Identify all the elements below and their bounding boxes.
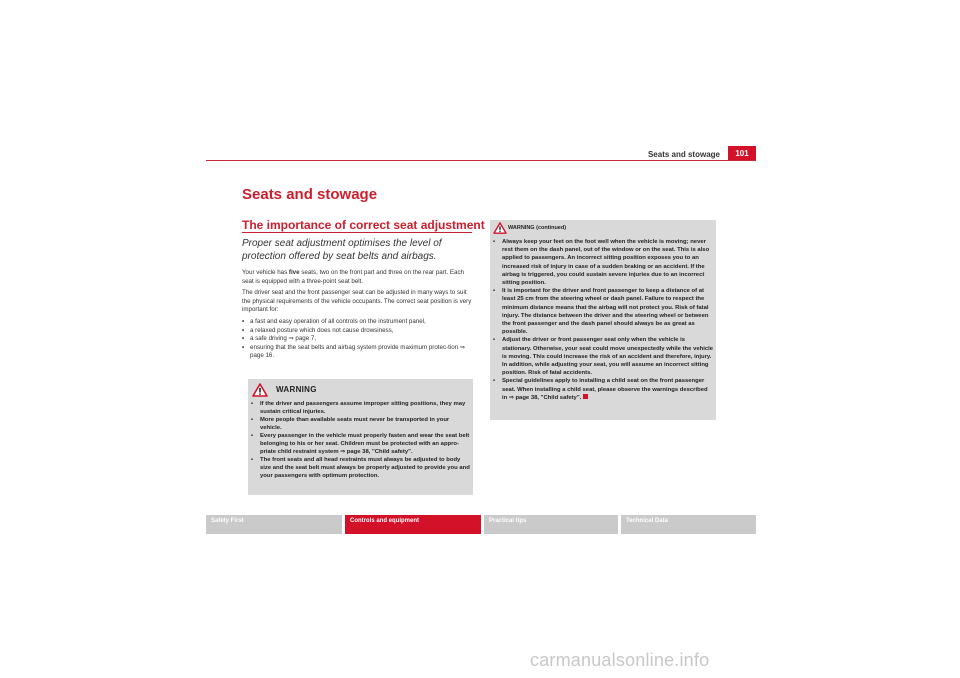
bullet-icon: • xyxy=(251,433,254,439)
bullet-icon: • xyxy=(493,378,496,385)
list-item: • ensuring that the seat belts and airbag system provide maximum protec-tion ⇒ page 16. xyxy=(242,343,465,360)
warning-continued-box xyxy=(490,220,716,420)
bullet-icon: • xyxy=(251,457,254,463)
watermark: carmanualsonline.info xyxy=(530,650,710,670)
footer-nav xyxy=(206,515,756,534)
list-item: • a safe driving ⇒ page 7, xyxy=(242,335,317,343)
warning-item: • Always keep your feet on the foot well when the vehicle is moving; never rest them on the dash panel, out of the window or on the seat. This is also applied to passengers. An incorrect sitting position exposes you to an increased risk of injury in case of a sudden braking or an accident. If the airbag is triggered, you could sustain severe injuries due to an incorrect sitting position. xyxy=(493,239,710,287)
warning-item: • It is important for the driver and front passenger to keep a distance of at least 25 cm from the steering wheel or dash panel. Failure to respect the minimum distance means that the airbag will not protect you. Risk of fatal injury. The distance between the driver and the steering wheel or between the front passenger and the dash panel should always be as great as possible. xyxy=(493,288,709,336)
warning-continued-title: WARNING (continued) xyxy=(508,225,567,231)
section-heading: The importance of correct seat adjustment xyxy=(242,218,485,232)
tab-controls-and-equipment[interactable]: Controls and equipment xyxy=(345,515,481,534)
body-paragraph-1: Your vehicle has five seats, two on the front part and three on the rear part. Each seat is equipped with a three-point seat belt. xyxy=(242,269,464,285)
warning-item: • Special guidelines apply to installing a child seat on the front passenger seat. When installing a child seat, please observe the warnings described in ⇒ page 38, "Child safety". xyxy=(493,378,708,401)
warning-continued-header xyxy=(490,222,716,235)
section-body xyxy=(242,269,474,361)
bullet-icon: • xyxy=(493,337,496,344)
seat-count: five xyxy=(288,269,300,276)
warning-list xyxy=(251,400,470,480)
warning-title: WARNING xyxy=(276,385,317,394)
section-intro: Proper seat adjustment optimises the level of protection offered by seat belts and airbags. xyxy=(242,238,442,262)
warning-item: • Adjust the driver or front passenger seat only when the vehicle is stationary. Otherwise, your seat could move unexpectedly while the vehicle is moving. This could increase the risk of an accident and therefore, injury. In addition, while adjusting your seat, you will assume an incorrect sitting position. Risk of fatal accidents. xyxy=(493,337,714,377)
section-end-marker-icon xyxy=(583,394,588,399)
list-item: • a fast and easy operation of all controls on the instrument panel, xyxy=(242,317,426,325)
warning-header xyxy=(248,383,473,397)
warning-item: • The front seats and all head restraints must always be adjusted to body size and the seat belt must always be properly adjusted to provide you and your passengers with optimum protection. xyxy=(251,457,470,479)
warning-box xyxy=(248,379,473,495)
bullet-icon: • xyxy=(493,288,496,295)
tab-safety-first[interactable]: Safety First xyxy=(206,515,342,534)
chapter-title: Seats and stowage xyxy=(647,150,720,159)
bullet-icon: • xyxy=(493,239,496,245)
bullet-icon: • xyxy=(242,335,245,343)
warning-continued-list xyxy=(493,238,714,402)
list-item: • a relaxed posture which does not cause drowsiness, xyxy=(242,326,394,334)
bullet-icon: • xyxy=(242,326,245,334)
bullet-icon: • xyxy=(242,317,245,325)
header-rule xyxy=(206,160,756,161)
page-title: Seats and stowage xyxy=(242,186,378,203)
tab-technical-data[interactable]: Technical Data xyxy=(621,515,756,534)
page-number: 101 xyxy=(728,146,756,161)
warning-item: • Every passenger in the vehicle must properly fasten and wear the seat belt belonging to his or her seat. Children must be protected with an appro-priate child restraint system ⇒ page 38, "Child safety". xyxy=(251,433,470,455)
bullet-icon: • xyxy=(251,401,254,407)
body-paragraph-2: The driver seat and the front passenger seat can be adjusted in many ways to suit the physical requirements of the vehicle occupants. The correct seat position is very important for: xyxy=(242,289,472,314)
bullet-icon: • xyxy=(242,343,245,351)
warning-item: • More people than available seats must never be transported in your vehicle. xyxy=(251,417,450,431)
warning-item: • If the driver and passengers assume improper sitting positions, they may sustain critical injuries. xyxy=(251,401,466,415)
warning-triangle-icon xyxy=(493,222,507,234)
section-rule xyxy=(242,232,472,233)
bullet-icon: • xyxy=(251,417,254,423)
warning-triangle-icon xyxy=(252,383,268,397)
importance-list xyxy=(242,318,474,361)
tab-practical-tips[interactable]: Practical tips xyxy=(484,515,618,534)
